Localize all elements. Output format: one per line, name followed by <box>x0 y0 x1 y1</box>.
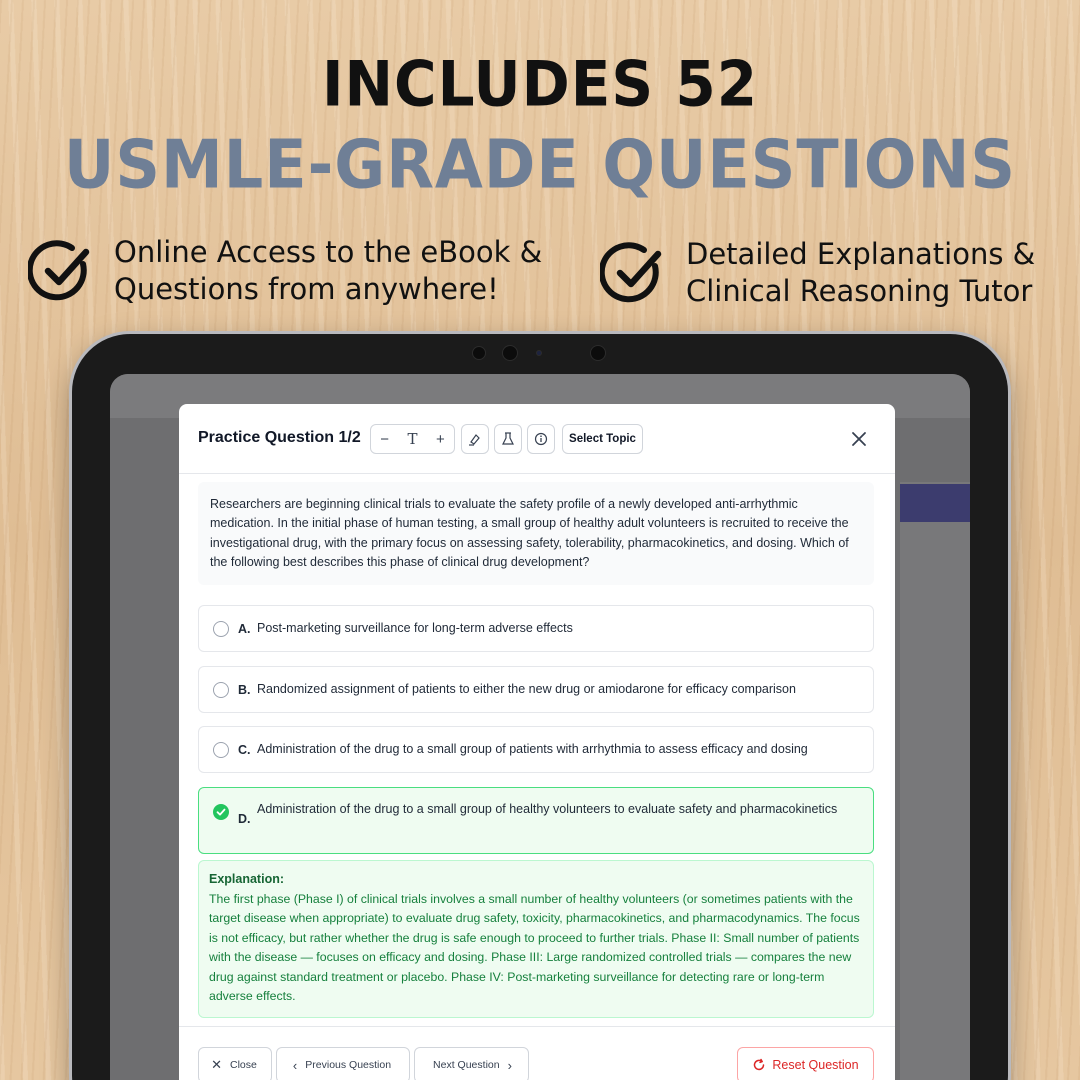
chevron-right-icon: › <box>507 1057 512 1073</box>
select-topic-button[interactable]: Select Topic <box>562 424 643 454</box>
font-size-controls <box>370 424 455 454</box>
next-button-label: Next Question <box>433 1059 500 1071</box>
radio-button[interactable] <box>213 621 229 637</box>
reset-question-button[interactable] <box>737 1047 874 1080</box>
close-icon[interactable] <box>849 429 869 449</box>
font-increase-button[interactable]: + <box>435 430 445 448</box>
font-icon: T <box>407 430 418 448</box>
highlighter-icon <box>468 432 482 446</box>
headline-count: INCLUDES 52 <box>321 47 759 121</box>
next-question-button[interactable] <box>414 1047 529 1080</box>
answer-option-a[interactable] <box>198 605 874 652</box>
close-button-label: Close <box>230 1059 257 1071</box>
option-text: Administration of the drug to a small group of healthy volunteers to evaluate safety and pharmacokinetics <box>257 802 838 816</box>
option-text: Post-marketing surveillance for long-term adverse effects <box>257 620 573 635</box>
option-letter: B. <box>238 682 251 697</box>
answer-option-d[interactable] <box>198 787 874 854</box>
reset-icon <box>752 1058 766 1072</box>
explanation-text: The first phase (Phase I) of clinical trials involves a small number of healthy volunteers (or sometimes patients with the target disease when appropriate) to evaluate drug safety, toxicity, pharmacokinetics, and pharmacodynamics. The focus is not efficacy, but rather whether the drug is safe enough to proceed to further trials. Phase II: Small number of patients with the disease — focuses on efficacy and dosing. Phase III: Large randomized controlled trials — compares the new drug against standard treatment or placebo. Phase IV: Post-marketing surveillance for detecting rare or long-term adverse effects. <box>209 892 860 1004</box>
camera-lens <box>590 345 606 361</box>
tablet-device <box>72 334 1008 1080</box>
tablet-screen <box>110 374 970 1080</box>
feature-explanations <box>600 236 1035 310</box>
background-banner <box>900 484 970 522</box>
flask-icon <box>501 432 515 446</box>
chevron-left-icon: ‹ <box>292 1057 298 1073</box>
answer-option-b[interactable] <box>198 666 874 713</box>
answer-option-c[interactable] <box>198 726 874 773</box>
option-text: Administration of the drug to a small group of patients with arrhythmia to assess efficacy and dosing <box>257 741 808 756</box>
reset-button-label: Reset Question <box>772 1058 859 1072</box>
modal-footer <box>179 1026 895 1080</box>
practice-question-modal <box>179 404 895 1080</box>
radio-button[interactable] <box>213 682 229 698</box>
close-icon: ✕ <box>211 1057 223 1072</box>
lab-values-button[interactable] <box>494 424 522 454</box>
modal-title: Practice Question 1/2 <box>198 429 361 446</box>
font-decrease-button[interactable]: − <box>380 430 389 448</box>
previous-button-label: Previous Question <box>305 1059 392 1071</box>
close-button[interactable] <box>198 1047 272 1080</box>
background-page <box>900 482 970 1080</box>
explanation-title: Explanation: <box>209 872 285 886</box>
modal-header <box>179 404 895 474</box>
feature-text-line: Questions from anywhere! <box>114 272 499 306</box>
previous-question-button[interactable] <box>276 1047 410 1080</box>
camera-lens <box>502 345 518 361</box>
option-letter: D. <box>238 812 251 826</box>
feature-text-line: Detailed Explanations & <box>686 237 1036 271</box>
option-letter: A. <box>238 621 251 636</box>
check-circle-icon <box>28 238 94 304</box>
camera-dot <box>472 346 486 360</box>
feature-text-line: Clinical Reasoning Tutor <box>686 274 1033 308</box>
info-button[interactable] <box>527 424 555 454</box>
radio-button-checked[interactable] <box>213 804 229 820</box>
highlighter-button[interactable] <box>461 424 489 454</box>
question-stem: Researchers are beginning clinical trials to evaluate the safety profile of a newly developed anti-arrhythmic medication. In the initial phase of human testing, a small group of healthy adult volunteers is recruited to receive the investigational drug, with the primary focus on assessing safety, tolerability, pharmacokinetics, and dosing. Which of the following best describes this phase of clinical drug development? <box>198 482 874 585</box>
option-letter: C. <box>238 742 251 757</box>
option-text: Randomized assignment of patients to either the new drug or amiodarone for efficacy comparison <box>257 681 796 696</box>
camera-sensor <box>536 350 542 356</box>
headline-subtitle: USMLE-GRADE QUESTIONS <box>64 125 1016 204</box>
explanation-panel <box>198 860 874 1018</box>
feature-online-access <box>28 234 542 308</box>
radio-button[interactable] <box>213 742 229 758</box>
check-icon <box>213 804 229 820</box>
check-circle-icon <box>600 240 666 306</box>
feature-text-line: Online Access to the eBook & <box>114 235 543 269</box>
info-icon <box>534 432 548 446</box>
